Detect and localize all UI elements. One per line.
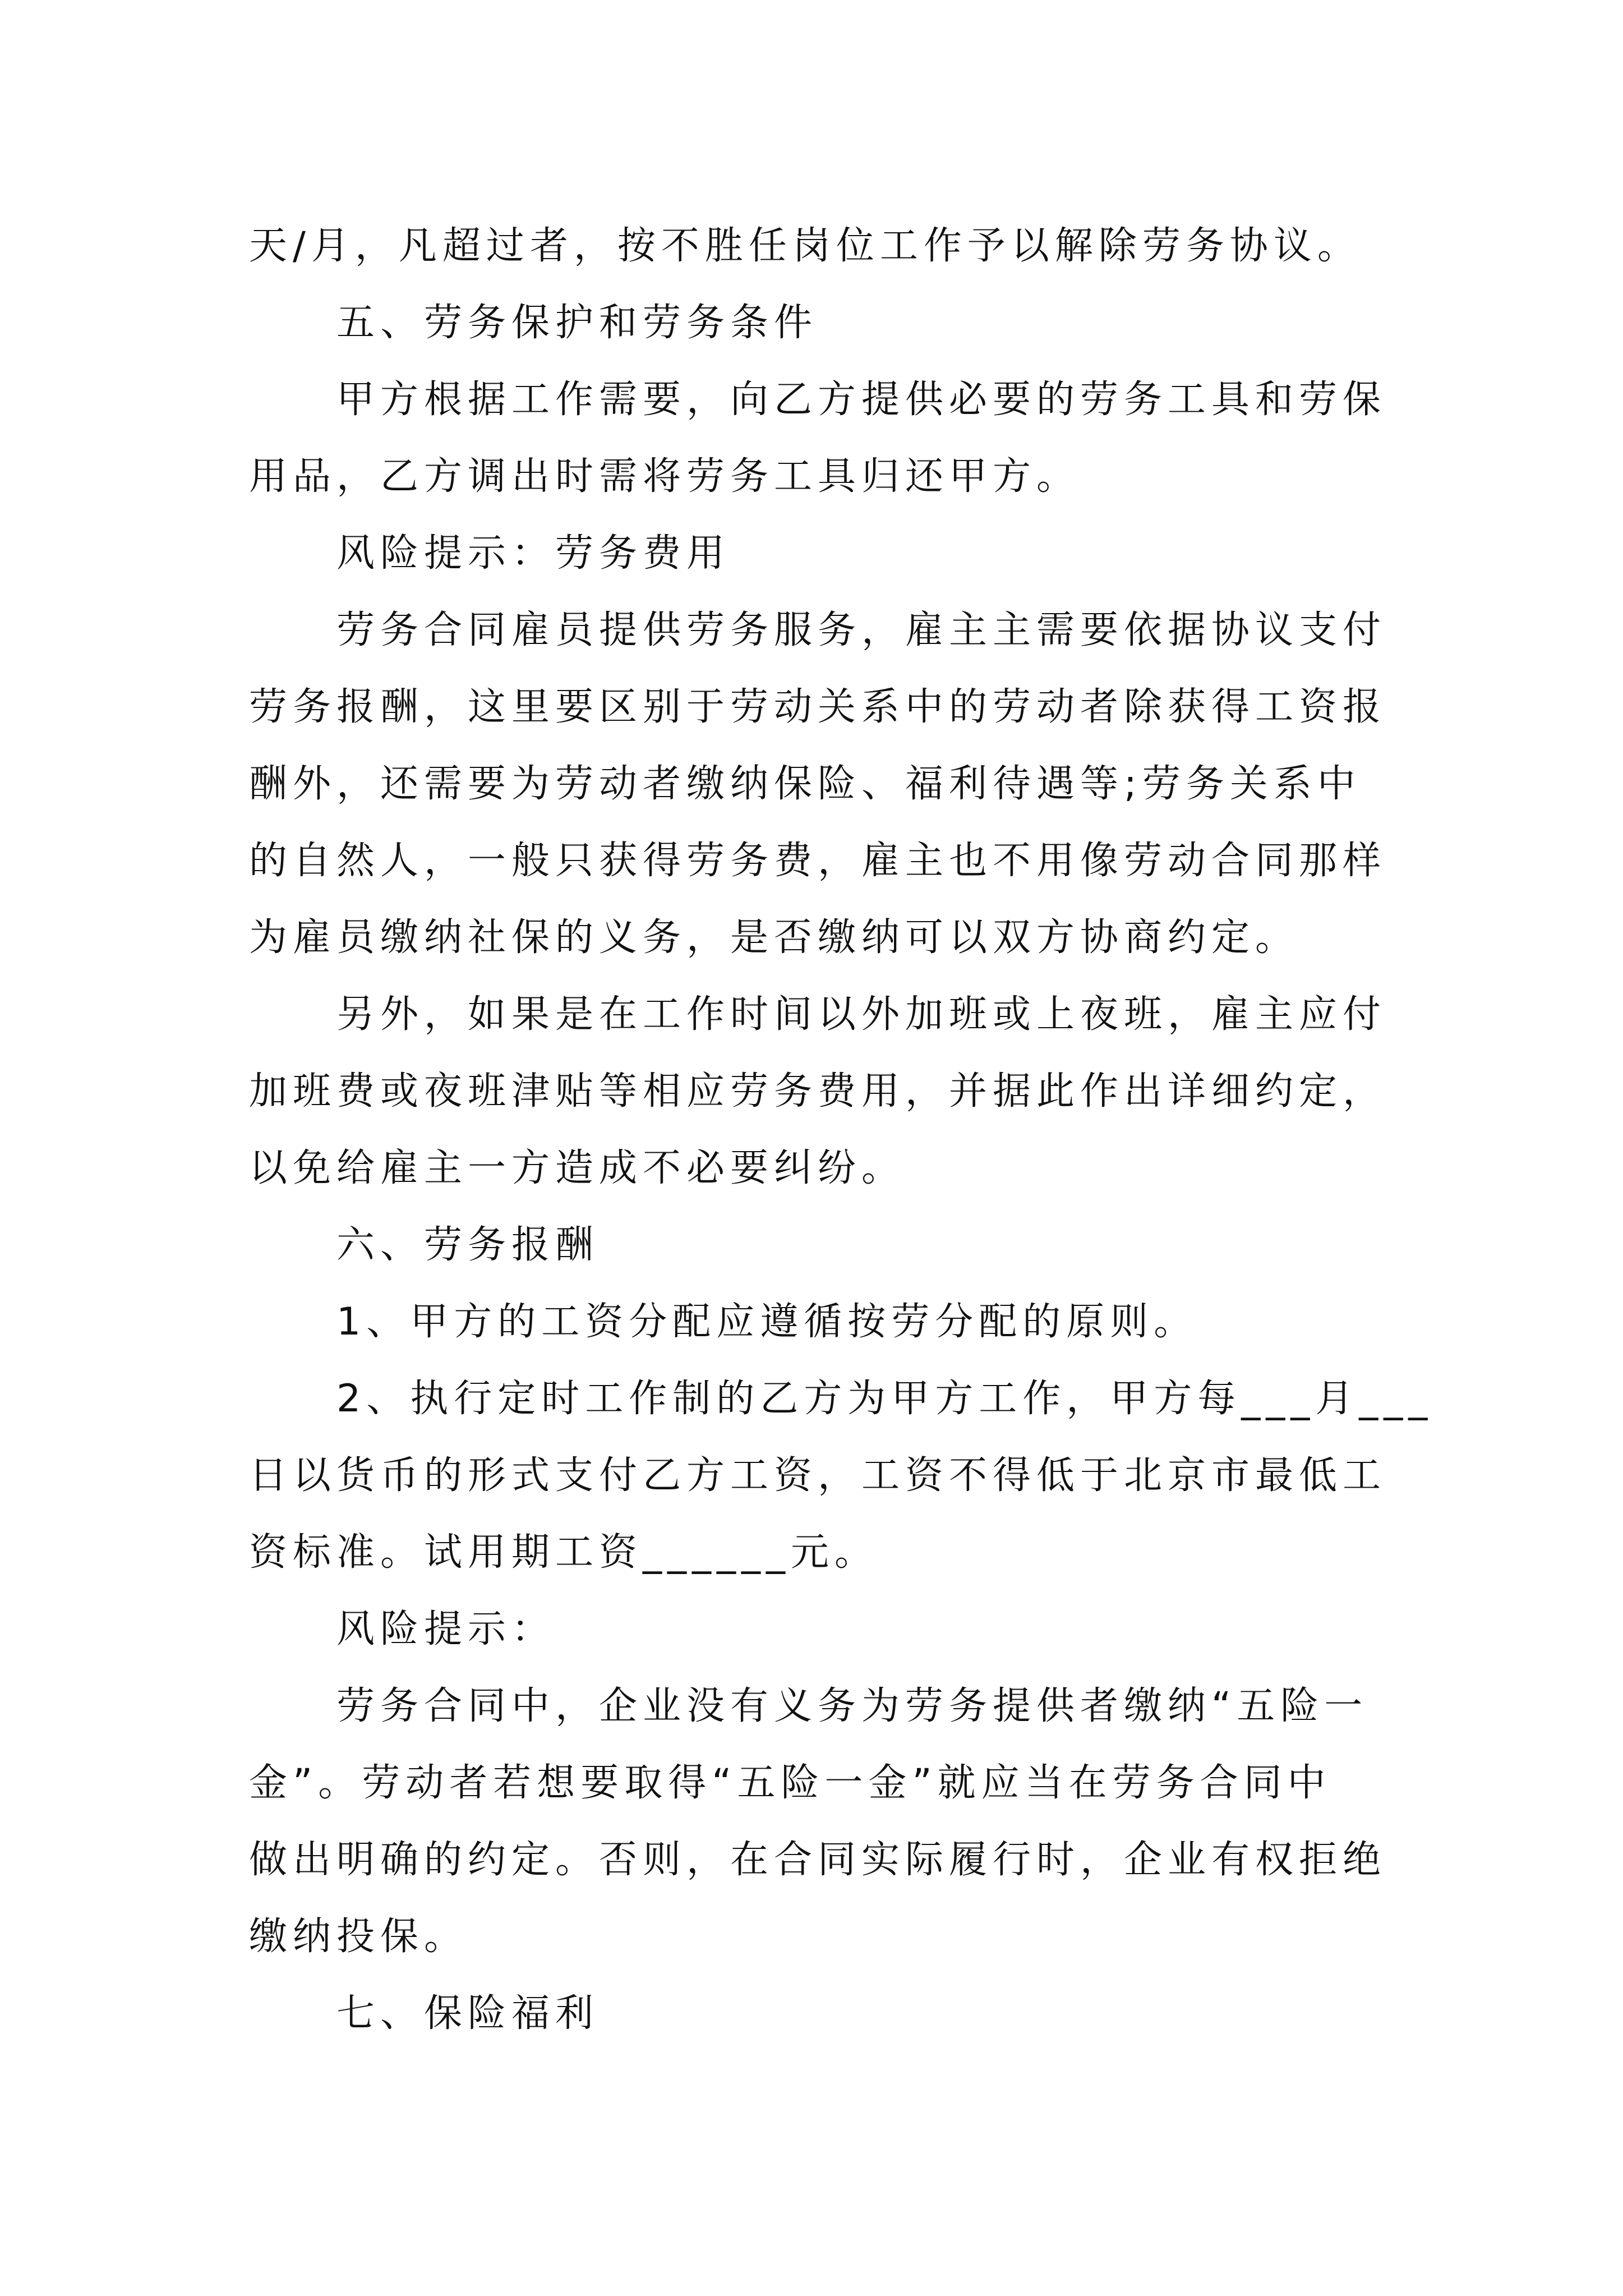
paragraph-line: 劳务合同雇员提供劳务服务，雇主主需要依据协议支付 — [336, 608, 1387, 652]
document-body — [249, 208, 1433, 2052]
paragraph-line: 另外，如果是在工作时间以外加班或上夜班，雇主应付 — [336, 992, 1387, 1037]
section-heading-7: 七、保险福利 — [336, 1991, 600, 2036]
paragraph-line: 的自然人，一般只获得劳务费，雇主也不用像劳动合同那样 — [249, 839, 1387, 883]
paragraph-line: 做出明确的约定。否则，在合同实际履行时，企业有权拒绝 — [249, 1838, 1387, 1882]
paragraph-line: 资标准。试用期工资______元。 — [249, 1530, 879, 1575]
paragraph-line: 以免给雇主一方造成不必要纠纷。 — [249, 1146, 906, 1190]
paragraph-line: 天/月，凡超过者，按不胜任岗位工作予以解除劳务协议。 — [249, 224, 1361, 268]
clause-item-1: 1、甲方的工资分配应遵循按劳分配的原则。 — [336, 1300, 1198, 1344]
paragraph-line: 酬外，还需要为劳动者缴纳保险、福利待遇等;劳务关系中 — [249, 762, 1361, 806]
paragraph-line: 金”。劳动者若想要取得“五险一金”就应当在劳务合同中 — [249, 1761, 1331, 1805]
paragraph-line: 为雇员缴纳社保的义务，是否缴纳可以双方协商约定。 — [249, 915, 1299, 960]
clause-item-2: 2、执行定时工作制的乙方为甲方工作，甲方每___月___ — [336, 1377, 1433, 1421]
paragraph-line: 用品，乙方调出时需将劳务工具归还甲方。 — [249, 454, 1081, 499]
paragraph-line: 加班费或夜班津贴等相应劳务费用，并据此作出详细约定， — [249, 1069, 1387, 1114]
risk-note-heading: 风险提示：劳务费用 — [336, 531, 731, 576]
section-heading-5: 五、劳务保护和劳务条件 — [336, 301, 818, 345]
section-heading-6: 六、劳务报酬 — [336, 1223, 600, 1267]
paragraph-line: 日以货币的形式支付乙方工资，工资不得低于北京市最低工 — [249, 1453, 1387, 1498]
paragraph-line: 劳务合同中，企业没有义务为劳务提供者缴纳“五险一 — [336, 1684, 1368, 1728]
paragraph-line: 缴纳投保。 — [249, 1915, 468, 1959]
paragraph-line: 劳务报酬，这里要区别于劳动关系中的劳动者除获得工资报 — [249, 685, 1387, 729]
paragraph-line: 甲方根据工作需要，向乙方提供必要的劳务工具和劳保 — [336, 378, 1387, 422]
risk-note-heading: 风险提示： — [336, 1607, 556, 1651]
